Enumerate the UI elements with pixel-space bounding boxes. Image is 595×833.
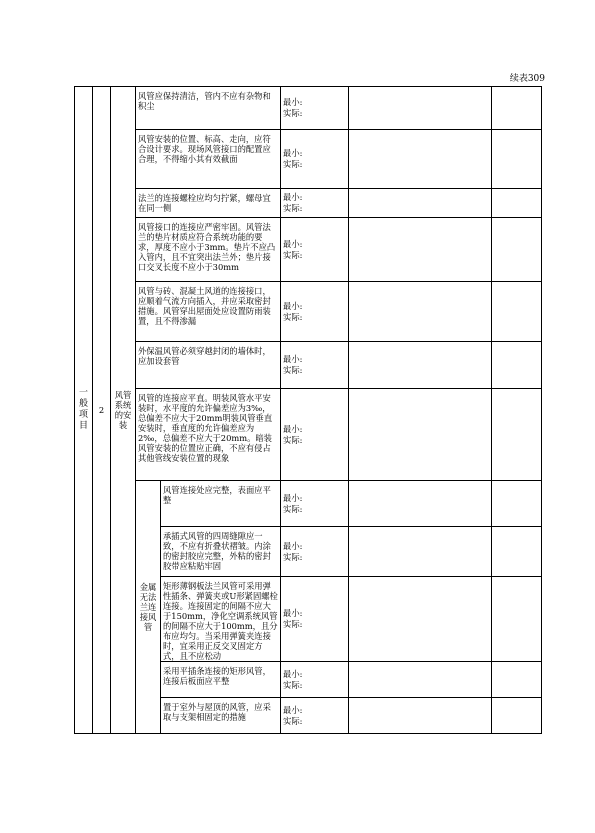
table-row xyxy=(75,189,542,218)
value-cell xyxy=(349,577,492,662)
continued-label: 续表309 xyxy=(509,74,545,84)
table-row xyxy=(75,218,542,282)
min-label: 最小: xyxy=(283,423,303,434)
actual-label: 实际: xyxy=(283,249,303,260)
min-label: 最小: xyxy=(283,148,303,158)
min-label: 最小: xyxy=(283,668,303,679)
measurement-labels xyxy=(281,130,349,189)
value-cell xyxy=(349,342,492,389)
requirement-text: 置于室外与屋顶的风管，应采取与支架相固定的措施 xyxy=(161,698,281,734)
result-cell xyxy=(492,662,542,698)
min-label: 最小: xyxy=(283,608,303,618)
requirement-text: 法兰的连接螺栓应均匀拧紧，螺母宜在同一侧 xyxy=(136,189,281,218)
measurement-labels xyxy=(281,389,349,481)
result-cell xyxy=(492,282,542,342)
measurement-labels xyxy=(281,189,349,218)
result-cell xyxy=(492,218,542,282)
requirement-text: 风管安装的位置、标高、走向，应符合设计要求。现场风管接口的配置应合理，不得缩小其有效截面 xyxy=(136,130,281,189)
table-row xyxy=(75,342,542,389)
result-cell xyxy=(492,577,542,662)
measurement-labels xyxy=(281,342,349,389)
value-cell xyxy=(349,698,492,734)
actual-label: 实际: xyxy=(283,434,303,445)
category-cell: 一般项目 xyxy=(75,87,93,734)
table-row xyxy=(75,389,542,481)
table-row xyxy=(75,481,542,527)
subcategory-cell: 风管系统的安装 xyxy=(111,87,136,734)
measurement-labels xyxy=(281,662,349,698)
result-cell xyxy=(492,130,542,189)
requirement-text: 风管的连接应平直。明装风管水平安装时，水平度的允许偏差应为3‰，总偏差不应大于20mm明装风管垂直安装时，垂直度的允许偏差应为2‰，总偏差不应大于20mm。暗装风管安装的位置应正确，不应有侵占其他管线安装位置的现象 xyxy=(136,389,281,481)
actual-label: 实际: xyxy=(283,203,303,213)
min-label: 最小: xyxy=(283,354,303,364)
actual-label: 实际: xyxy=(283,108,303,118)
value-cell xyxy=(349,527,492,577)
measurement-labels xyxy=(281,87,349,130)
measurement-labels xyxy=(281,577,349,662)
actual-label: 实际: xyxy=(283,715,303,726)
result-cell xyxy=(492,342,542,389)
actual-label: 实际: xyxy=(283,365,303,375)
actual-label: 实际: xyxy=(283,159,303,169)
measurement-labels xyxy=(281,527,349,577)
value-cell xyxy=(349,218,492,282)
requirement-text: 外保温风管必须穿越封闭的墙体时，应加设套管 xyxy=(136,342,281,389)
requirement-text: 采用平插条连接的矩形风管，连接后板面应平整 xyxy=(161,662,281,698)
requirement-text: 承插式风管的四周缝隙应一致，不应有折叠状褶皱。内涂的密封胶应完整，外粘的密封胶带应粘贴牢固 xyxy=(161,527,281,577)
value-cell xyxy=(349,282,492,342)
min-label: 最小: xyxy=(283,540,303,551)
result-cell xyxy=(492,87,542,130)
actual-label: 实际: xyxy=(283,503,303,514)
value-cell xyxy=(349,481,492,527)
requirement-text: 矩形薄钢板法兰风管可采用弹性插条、弹簧夹或U形紧固螺栓连接。连接固定的间隔不应大于150mm，净化空调系统风管的间隔不应大于100mm，且分布应均匀。当采用弹簧夹连接时，宜采用正反交叉固定方式，且不应松动 xyxy=(161,577,281,662)
min-label: 最小: xyxy=(283,704,303,715)
result-cell xyxy=(492,389,542,481)
table-row xyxy=(75,282,542,342)
subgroup-cell: 金属无法兰连接风管 xyxy=(136,481,161,734)
min-label: 最小: xyxy=(283,97,303,107)
min-label: 最小: xyxy=(283,238,303,249)
actual-label: 实际: xyxy=(283,551,303,562)
measurement-labels xyxy=(281,698,349,734)
requirement-text: 风管与砖、混凝土风道的连接接口，应顺着气流方向插入，并应采取密封措施。风管穿出屋面处应设置防雨装置，且不得渗漏 xyxy=(136,282,281,342)
requirement-text: 风管接口的连接应严密牢固。风管法兰的垫片材质应符合系统功能的要求，厚度不应小于3mm。垫片不应凸入管内，且不宜突出法兰外；垫片接口交叉长度不应小于30mm xyxy=(136,218,281,282)
result-cell xyxy=(492,698,542,734)
min-label: 最小: xyxy=(283,192,303,202)
actual-label: 实际: xyxy=(283,311,303,322)
measurement-labels xyxy=(281,218,349,282)
value-cell xyxy=(349,130,492,189)
value-cell xyxy=(349,87,492,130)
table-row xyxy=(75,87,542,130)
requirement-text: 风管应保持清洁，管内不应有杂物和积尘 xyxy=(136,87,281,130)
value-cell xyxy=(349,189,492,218)
actual-label: 实际: xyxy=(283,619,303,629)
table-row xyxy=(75,130,542,189)
requirement-text: 风管连接处应完整，表面应平整 xyxy=(161,481,281,527)
item-number-cell: 2 xyxy=(93,87,111,734)
actual-label: 实际: xyxy=(283,679,303,690)
value-cell xyxy=(349,389,492,481)
value-cell xyxy=(349,662,492,698)
inspection-table xyxy=(74,86,542,734)
measurement-labels xyxy=(281,481,349,527)
measurement-labels xyxy=(281,282,349,342)
min-label: 最小: xyxy=(283,300,303,311)
result-cell xyxy=(492,189,542,218)
result-cell xyxy=(492,481,542,527)
result-cell xyxy=(492,527,542,577)
min-label: 最小: xyxy=(283,492,303,503)
